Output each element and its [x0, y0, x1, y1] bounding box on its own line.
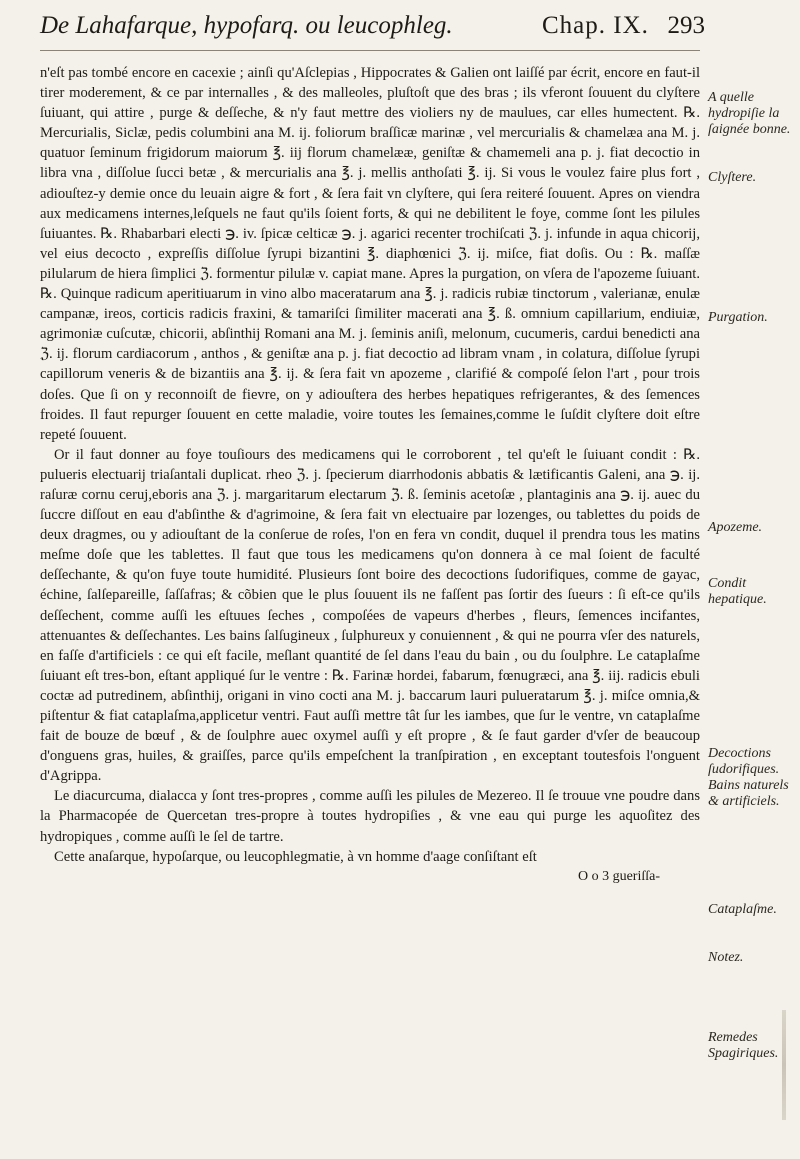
- page-header: [40, 12, 705, 48]
- margin-note: A quelle hydropiſie la ſaignée bonne.: [708, 90, 791, 137]
- page-edge-stain: [782, 1010, 786, 1120]
- margin-note: Cataplaſme.: [708, 902, 777, 917]
- margin-note: Notez.: [708, 950, 744, 965]
- margin-note: Apozeme.: [708, 520, 763, 535]
- chapter-label: Chap. IX.: [542, 12, 649, 39]
- margin-note: Remedes Spagiriques.: [708, 1030, 779, 1061]
- paragraph: Or il faut donner au foye touſiours des medicamens qui le corroborent , tel qu'eſt le ſuiuant condit : ℞. pulueris electuarij triaſantali duplicat. rheo ℨ. j. ſpecierum diarrhodonis abbatis & lætificantis Galeni, ana ℈. ij. raſuræ cornu ceruj,eboris ana ℨ. j. margaritarum electarum ℨ. ß. ſeminis acetoſæ , plantaginis ana ℈. ij. auec du ſuccre diſſout en eau d'abſinthe & d'agrimoine, & ſera fait vn electuaire par lozenges, ou tablettes du poids de deux dragmes, ou y adiouſtant de la conſerue de roſes, l'on en fera vn condit, duquel il prendra tous les matins meſme doſe que les tablettes. Il faut que tous les medicamens qu'on donnera à ce mal ſoient de faculté deſſechante, & qu'on fuye toute humidité. Plusieurs ſont boire des decoctions ſudorifiques, comme de gayac, échine, ſalſepareille, ſaſſafras; & cõbien que le plus ſouuent ils ne faſſent pas ſortir des ſueurs : ſi eſt-ce qu'ils deſſechent, comme auſſi les eſtuues ſeches , compoſées de vapeurs d'herbes , fleurs, ſemences incifantes, attenuantes & deſſechantes. Les bains ſalſugineux , ſulphureux y conuiennent , & qui ne pourra vſer des naturels, en faſſe d'artificiels : ce qui eſt facile, meſlant quantité de ſel dans l'eau du bain , ou du ſoulphre. Le cataplaſme ſuiuant eſt tres-bon, eſtant appliqué ſur le ventre : ℞. Farinæ hordei, fabarum, fœnugræci, ana ℥. iij. radicis ebuli coctæ ad putredinem, abſinthij, origani in vino cocti ana M. j. baccarum lauri pulueratarum ℥. j. miſce omnia,& piſtentur & fiat cataplaſma,applicetur ventri. Faut auſſi mettre tât ſur les iambes, que ſur le ventre, vn cataplaſme fait de bouze de bœuf , & de ſoulphre auec oxymel auſſi y eſt propre , & ſe faut garder d'vſer de beaucoup d'onguens gras, huiles, & graiſſes, parce qu'ils empeſchent la tranſpiration , en exceptant toutesfois l'onguent d'Agrippa.: [40, 446, 700, 785]
- margin-note: Purgation.: [708, 310, 768, 325]
- paragraph: Le diacurcuma, dialacca y ſont tres-propres , comme auſſi les pilules de Mezereo. Il ſe trouue vne poudre dans la Pharmacopée de Quercetan tres-propre à toutes hydropiſies , & vne eau qui purge les aquoſitez des hydropiques , comme auſſi le ſel de tartre.: [40, 788, 700, 845]
- catchword: O o 3 gueriſſa-: [577, 868, 660, 884]
- paragraph: Cette anaſarque, hypoſarque, ou leucophlegmatie, à vn homme d'aage conſiſtant eſt: [54, 848, 537, 865]
- header-rule: [40, 50, 700, 51]
- main-text: [40, 63, 700, 887]
- margin-note: Decoctions ſudorifiques. Bains naturels & artificiels.: [708, 746, 789, 809]
- running-head: De Lahafarque, hypofarq. ou leucophleg.: [40, 12, 453, 39]
- page-number: 293: [667, 12, 705, 39]
- margin-note: Clyſtere.: [708, 170, 757, 185]
- margin-note: Condit hepatique.: [708, 576, 767, 607]
- paragraph: n'eſt pas tombé encore en cacexie ; ainſi qu'Aſclepias , Hippocrates & Galien ont laiſſé par écrit, encore en faut-il tirer moderement, & ce par internalles , & des malleoles, pluſtoſt que des bras ; ils vferont ſouuent du clyſtere ſuiuant, qui attire , purge & deſſeche, & n'y faut mettre des violiers ny de maulues, car elles humectent. ℞. Mercurialis, Siclæ, pedis columbini ana M. ij. foliorum braſſicæ marinæ , vel mercurialis & chamelæa ana M. j. quatuor ſeminum frigidorum maiorum ℥. iij florum chamelææ, geniſtæ & chamemeli ana p. j. fiat decoctio in libra vna , diſſolue ſucci betæ , & mercurialis ana ℥. j. mellis anthoſati ℥. ij. Si vous le voulez faire plus fort , adiouſtez-y demie once du leuain aigre & fort , & ſera fait vn clyſtere, qui ſera reiteré ſouuent. Apres on viendra aux medicamens internes,leſquels ne faut qu'ils ſoient forts, & qui ne debilitent le foye, comme ſont les pilules ſuiuantes. ℞. Rhabarbari electi ℈. iv. ſpicæ celticæ ℈. j. agarici recenter trochiſcati ℨ. j. infunde in aqua chicorij, vel eius decocto , expreſſis diſſolue ſyrupi bizantini ℥. diaphœnici ℨ. ij. miſce, fiat doſis. Ou : ℞. maſſæ pilularum de hiera ſimplici ℨ. formentur pilulæ v. capiat mane. Apres la purgation, on vſera de l'apozeme ſuiuant. ℞. Quinque radicum aperitiuarum in vino albo maceratarum ana ℥. j. radicis rubiæ tinctorum , valerianæ, enulæ campanæ, ireos, corticis radicis fraxini, & tamariſci ſimiliter macerati ana ℥. ß. omnium capillarium, endiuiæ, agrimoniæ cuſcutæ, chicorii, abſinthij Romani ana M. j. ſeminis aniſi, melonum, cucumeris, cardui benedicti ana ℨ. ij. florum cardiacorum , anthos , & geniſtæ ana p. j. fiat decoctio ad libram vnam , in colatura, diſſolue ſyrupi capillorum veneris & de bizantiis ana ℥. ij. & ſera fait vn apozeme , clarifié & compoſé ſelon l'art , pour trois doſes. Que ſi on y reconnoiſt de fievre, on y adiouſtera des herbes hepatiques refrigerantes, & des ſemences froides. Il faut repurger ſouuent en cette maladie, voire toutes les ſemaines,comme le ſuſdit clyſtere doit eſtre repeté ſouuent.: [40, 65, 700, 443]
